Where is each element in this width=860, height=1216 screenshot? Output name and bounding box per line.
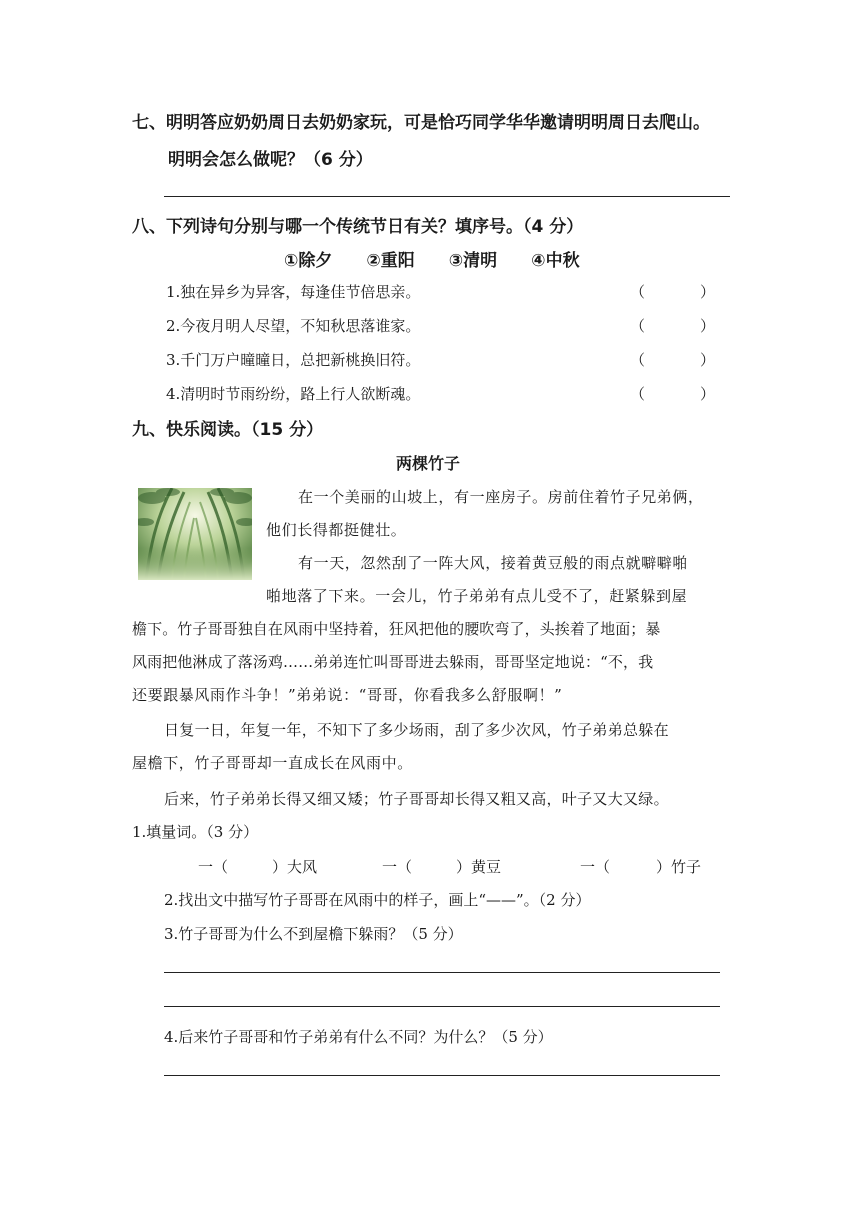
- story-line-3: 有一天，忽然刮了一阵大风，接着黄豆般的雨点就噼噼啪: [298, 554, 689, 572]
- q8-answer-4-open[interactable]: （: [630, 385, 646, 403]
- q8-answer-2-close: ）: [700, 317, 716, 335]
- story-line-8: 日复一日，年复一年，不知下了多少场雨，刮了多少次风，竹子弟弟总躲在: [164, 721, 669, 739]
- q8-item-4: 4.清明时节雨纷纷，路上行人欲断魂。: [166, 385, 421, 403]
- q8-title: 八、下列诗句分别与哪一个传统节日有关？填序号。（4 分）: [132, 217, 584, 237]
- q9-sub4-answer-line[interactable]: [164, 1075, 720, 1076]
- q8-answer-2-open[interactable]: （: [630, 317, 646, 335]
- blank-2-suffix: ）黄豆: [456, 858, 502, 876]
- q8-answer-1-close: ）: [700, 283, 716, 301]
- bamboo-forest-illustration: [138, 488, 252, 580]
- q9-sub2: 2.找出文中描写竹子哥哥在风雨中的样子，画上“——”。（2 分）: [164, 891, 591, 909]
- story-title: 两棵竹子: [396, 454, 461, 473]
- story-line-4: 啪地落了下来。一会儿，竹子弟弟有点儿受不了，赶紧躲到屋: [266, 587, 688, 605]
- blank-1-suffix: ）大风: [272, 858, 318, 876]
- story-line-6: 风雨把他淋成了落汤鸡……弟弟连忙叫哥哥进去躲雨，哥哥坚定地说：“不，我: [132, 653, 654, 671]
- q8-item-3: 3.千门万户曈曈日，总把新桃换旧符。: [166, 351, 421, 369]
- q9-sub3: 3.竹子哥哥为什么不到屋檐下躲雨？（5 分）: [164, 925, 463, 943]
- story-line-7: 还要跟暴风雨作斗争！”弟弟说：“哥哥，你看我多么舒服啊！”: [132, 686, 563, 704]
- story-line-9: 屋檐下，竹子哥哥却一直成长在风雨中。: [132, 754, 413, 772]
- blank-1-prefix[interactable]: 一（: [198, 858, 229, 876]
- q7-answer-line[interactable]: [164, 196, 730, 197]
- q9-title: 九、快乐阅读。（15 分）: [132, 420, 324, 440]
- story-line-10: 后来，竹子弟弟长得又细又矮；竹子哥哥却长得又粗又高，叶子又大又绿。: [164, 790, 669, 808]
- q8-item-1: 1.独在异乡为异客，每逢佳节倍思亲。: [166, 283, 421, 301]
- blank-2-prefix[interactable]: 一（: [382, 858, 413, 876]
- q8-item-2: 2.今夜月明人尽望，不知秋思落谁家。: [166, 317, 421, 335]
- q7-line1: 七、明明答应奶奶周日去奶奶家玩，可是恰巧同学华华邀请明明周日去爬山。: [132, 113, 710, 133]
- q9-sub3-answer-line-2[interactable]: [164, 1006, 720, 1007]
- q9-sub3-answer-line-1[interactable]: [164, 972, 720, 973]
- q8-options: ①除夕 ②重阳 ③清明 ④中秋: [284, 251, 580, 271]
- blank-3-prefix[interactable]: 一（: [580, 858, 611, 876]
- q7-line2: 明明会怎么做呢？（6 分）: [168, 150, 373, 170]
- q8-answer-3-close: ）: [700, 351, 716, 369]
- q9-sub4: 4.后来竹子哥哥和竹子弟弟有什么不同？为什么？（5 分）: [164, 1028, 553, 1046]
- blank-3-suffix: ）竹子: [656, 858, 702, 876]
- story-line-5: 檐下。竹子哥哥独自在风雨中坚持着，狂风把他的腰吹弯了，头挨着了地面；暴: [132, 620, 661, 638]
- story-line-2: 他们长得都挺健壮。: [266, 521, 407, 539]
- story-line-1: 在一个美丽的山坡上，有一座房子。房前住着竹子兄弟俩，: [298, 488, 704, 506]
- q8-answer-3-open[interactable]: （: [630, 351, 646, 369]
- q8-answer-1-open[interactable]: （: [630, 283, 646, 301]
- q8-answer-4-close: ）: [700, 385, 716, 403]
- q9-sub1-label: 1.填量词。（3 分）: [132, 823, 259, 841]
